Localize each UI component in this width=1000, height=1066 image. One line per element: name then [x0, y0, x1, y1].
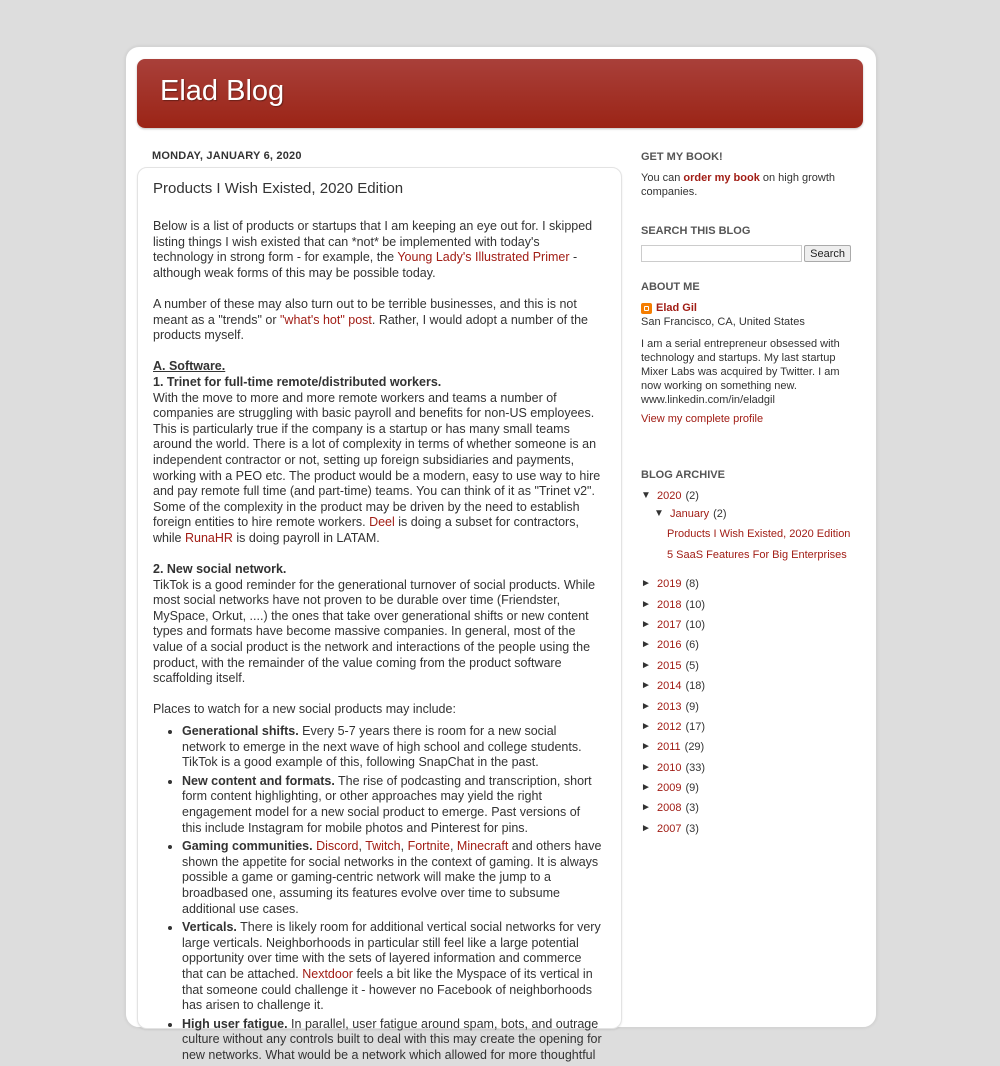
archive-year-link[interactable]: 2015	[657, 659, 682, 672]
whats-hot-link[interactable]: "what's hot" post	[280, 312, 372, 327]
archive-year-2011	[641, 737, 851, 757]
book-text-after: on high growth companies.	[641, 172, 836, 198]
expand-arrow-icon[interactable]: ▼	[641, 490, 651, 501]
archive-count: (8)	[685, 578, 699, 591]
archive-year-2017	[641, 615, 851, 635]
intro-2-text: A number of these may also turn out to be terrible businesses, and this is not meant as a "trends" or	[153, 296, 577, 327]
archive-count: (2)	[685, 490, 699, 502]
order-book-link[interactable]: order my book	[683, 172, 760, 184]
post-title[interactable]: Products I Wish Existed, 2020 Edition	[153, 180, 404, 197]
item-1-body	[153, 391, 603, 547]
separator: ,	[449, 839, 457, 854]
bullet-text: and others have shown the appetite for social networks in the context of gaming. It is always possible a game or gaming-centric network will make the jump to a broadbased one, assuming its features evolve over time to subsume additional use cases.	[182, 839, 602, 916]
archive-year-link[interactable]: 2009	[657, 782, 682, 795]
archive-count: (33)	[685, 761, 706, 774]
archive-year-link[interactable]: 2008	[657, 802, 682, 815]
item-2-body: TikTok is a good reminder for the generational turnover of social products. While most social networks have not proven to be durable over time (Friendster, MySpace, Orkut, ....) the ones that take over generational shifts or new content types and formats have become massive companies. In general, most of the value of a social product is the network and interactions of the people using the product, with the remainder of the value coming from the product software scaffolding itself.	[153, 577, 596, 686]
archive-year-2010	[641, 758, 851, 778]
runahr-link[interactable]: RunaHR	[184, 530, 233, 545]
archive-year-2012	[641, 717, 851, 737]
bullet-heading: New content and formats.	[182, 773, 335, 788]
bullet-text: The rise of podcasting and transcription, short form content highlighting, or other approaches may yield the right engagement model for a new social product to emerge. Past versions of this include Instagram for mobile photos and Pinterest for pins.	[182, 773, 592, 835]
archive-year-link[interactable]: 2014	[657, 680, 682, 693]
intro-1-text: Below is a list of products or startups that I am keeping an eye out for. I skipped listing things I wish existed that can *not* be implemented with today's technology in strong form - for example, the	[153, 219, 593, 265]
collapse-arrow-icon[interactable]: ►	[641, 782, 651, 794]
blog-header	[137, 59, 863, 128]
collapse-arrow-icon[interactable]: ►	[641, 578, 651, 590]
collapse-arrow-icon[interactable]: ►	[641, 618, 651, 630]
twitch-link[interactable]: Twitch	[365, 839, 401, 854]
profile-location: San Francisco, CA, United States	[641, 316, 805, 328]
archive-year-2009	[641, 778, 851, 798]
search-button[interactable]: Search	[804, 245, 851, 262]
item-1-heading: 1. Trinet for full-time remote/distributed workers.	[153, 374, 442, 389]
archive-year-2014	[641, 676, 851, 696]
post-body	[153, 180, 603, 1066]
book-widget-title: GET MY BOOK!	[641, 151, 723, 163]
archive-month-link[interactable]: January	[670, 508, 710, 520]
archive-count: (10)	[685, 618, 706, 631]
item-1-text-mid: is doing a subset for contractors, while	[153, 515, 579, 545]
item-1-text: With the move to more and more remote workers and teams a number of companies are struggling with basic payroll and benefits for non-US employees. This is particularly true if the company is a startup or has many small teams around the world. There is a lot of complexity in terms of whether someone is an independent contractor or not, setting up foreign subsidiaries and payments, working with a PEO etc. The product would be a modern, easy to use way to hire and pay remote full time (and part-time) teams. You can think of it as "Trinet v2". Some of the complexity in the product may be driven by the need to establish foreign entities to hire remote workers.	[153, 390, 601, 530]
search-widget-title: SEARCH THIS BLOG	[641, 225, 751, 237]
post-date: MONDAY, JANUARY 6, 2020	[152, 150, 302, 162]
archive-year-link[interactable]: 2016	[657, 639, 682, 652]
profile-name-row	[641, 301, 851, 315]
about-widget	[641, 280, 851, 468]
archive-year-link[interactable]: 2013	[657, 700, 682, 713]
intro-2-text-after: . Rather, I would adopt a number of the products myself.	[153, 312, 588, 343]
view-profile-link[interactable]: View my complete profile	[641, 413, 764, 425]
bullet-text-after: feels a bit like the Myspace of its vertical in that someone could challenge it - however no Facebook of neighborhoods has arisen to challenge it.	[182, 966, 593, 1013]
intro-1-text-after: - although weak forms of this may be possible today.	[153, 250, 578, 280]
archive-post-item	[641, 544, 851, 565]
collapse-arrow-icon[interactable]: ►	[641, 700, 651, 712]
archive-year-link[interactable]: 2007	[657, 822, 682, 835]
archive-year-link[interactable]: 2018	[657, 598, 682, 611]
archive-post-item	[641, 524, 851, 544]
separator: ,	[358, 839, 366, 854]
discord-link[interactable]: Discord	[316, 839, 359, 854]
bullet-text: In parallel, user fatigue around spam, bots, and outrage culture without any controls built to deal with this may create the opening for new networks. What would be a network which allowed for more thoughtful	[182, 1016, 602, 1062]
bullet-heading: Gaming communities.	[182, 839, 313, 854]
primer-link[interactable]: Young Lady's Illustrated Primer	[397, 250, 570, 265]
archive-year-link[interactable]: 2012	[657, 720, 682, 733]
archive-count: (18)	[685, 680, 706, 693]
archive-year-2013	[641, 696, 851, 716]
archive-year-link[interactable]: 2019	[657, 578, 682, 591]
archive-count: (6)	[685, 639, 699, 652]
item-1-text-after: is doing payroll in LATAM.	[232, 530, 380, 545]
collapse-arrow-icon[interactable]: ►	[641, 598, 651, 610]
archive-year-2007	[641, 819, 851, 839]
list-item	[182, 1017, 603, 1064]
list-item	[182, 724, 603, 771]
archive-year-2018	[641, 594, 851, 614]
archive-count: (10)	[685, 598, 706, 611]
section-heading-software: A. Software.	[153, 359, 226, 374]
collapse-arrow-icon[interactable]: ►	[641, 659, 651, 671]
intro-paragraph-1	[153, 219, 603, 281]
archive-years-list	[641, 574, 851, 839]
profile-name-link[interactable]: Elad Gil	[656, 302, 697, 314]
collapse-arrow-icon[interactable]: ►	[641, 761, 651, 773]
search-input[interactable]	[641, 245, 802, 262]
book-widget	[641, 150, 851, 224]
bullet-text: There is likely room for additional vertical social networks for very large verticals. Neighborhoods in particular still feel like a large potential opportunity over time with the sets of layered information and commerce that can be attached.	[182, 920, 601, 981]
places-list	[153, 724, 603, 1063]
archive-count: (2)	[713, 508, 727, 520]
collapse-arrow-icon[interactable]: ►	[641, 720, 651, 732]
search-widget	[641, 224, 851, 280]
book-widget-text	[641, 171, 851, 199]
list-item	[182, 774, 603, 836]
post-card	[137, 167, 622, 1062]
profile-bio: I am a serial entrepreneur obsessed with technology and startups. My last startup Mixer Labs was acquired by Twitter. I am now working on something new. www.linkedin.com/in/eladgil	[641, 338, 840, 406]
archive-post-link[interactable]: 5 SaaS Features For Big Enterprises	[667, 548, 847, 561]
archive-count: (9)	[685, 700, 699, 713]
archive-post-link[interactable]: Products I Wish Existed, 2020 Edition	[667, 528, 851, 540]
archive-widget	[641, 468, 851, 839]
list-item	[182, 839, 603, 917]
bullet-heading: Generational shifts.	[182, 724, 299, 738]
archive-year-link[interactable]: 2020	[657, 490, 682, 502]
archive-year-2015	[641, 656, 851, 676]
collapse-arrow-icon[interactable]: ►	[641, 639, 651, 651]
archive-year-2020	[641, 488, 851, 504]
deel-link[interactable]: Deel	[369, 515, 395, 530]
minecraft-link[interactable]: Minecraft	[456, 839, 509, 854]
intro-paragraph-2	[153, 297, 603, 344]
collapse-arrow-icon[interactable]: ►	[641, 822, 651, 834]
archive-month-january	[641, 504, 851, 524]
collapse-arrow-icon[interactable]: ►	[641, 741, 651, 753]
archive-year-2008	[641, 798, 851, 818]
book-text: You can	[641, 172, 684, 184]
collapse-arrow-icon[interactable]: ►	[641, 680, 651, 692]
archive-year-link[interactable]: 2017	[657, 618, 682, 631]
expand-arrow-icon[interactable]: ▼	[654, 508, 664, 519]
archive-count: (3)	[685, 802, 699, 815]
collapse-arrow-icon[interactable]: ►	[641, 802, 651, 814]
blogger-profile-icon	[641, 303, 652, 314]
bullet-text: Every 5-7 years there is room for a new social network to emerge in the next wave of high school and college students. TikTok is a good example of this, following SnapChat in the past.	[182, 724, 582, 770]
item-2-heading: 2. New social network.	[153, 562, 287, 577]
archive-count: (5)	[685, 659, 699, 672]
fortnite-link[interactable]: Fortnite	[407, 839, 450, 854]
blog-title[interactable]: Elad Blog	[160, 75, 285, 107]
archive-year-link[interactable]: 2010	[657, 761, 682, 774]
archive-year-link[interactable]: 2011	[657, 741, 681, 754]
sidebar	[641, 150, 851, 839]
bullet-heading: High user fatigue.	[182, 1016, 288, 1031]
archive-count: (29)	[684, 741, 705, 754]
nextdoor-link[interactable]: Nextdoor	[302, 966, 353, 981]
about-widget-title: ABOUT ME	[641, 281, 700, 293]
archive-widget-title: BLOG ARCHIVE	[641, 469, 725, 481]
places-intro: Places to watch for a new social products may include:	[153, 702, 456, 717]
search-row	[641, 245, 851, 262]
archive-year-2016	[641, 635, 851, 655]
archive-count: (9)	[685, 782, 699, 795]
archive-count: (17)	[685, 720, 706, 733]
separator: ,	[400, 839, 408, 854]
bullet-heading: Verticals.	[182, 920, 237, 935]
archive-year-2019	[641, 574, 851, 594]
archive-count: (3)	[685, 822, 699, 835]
